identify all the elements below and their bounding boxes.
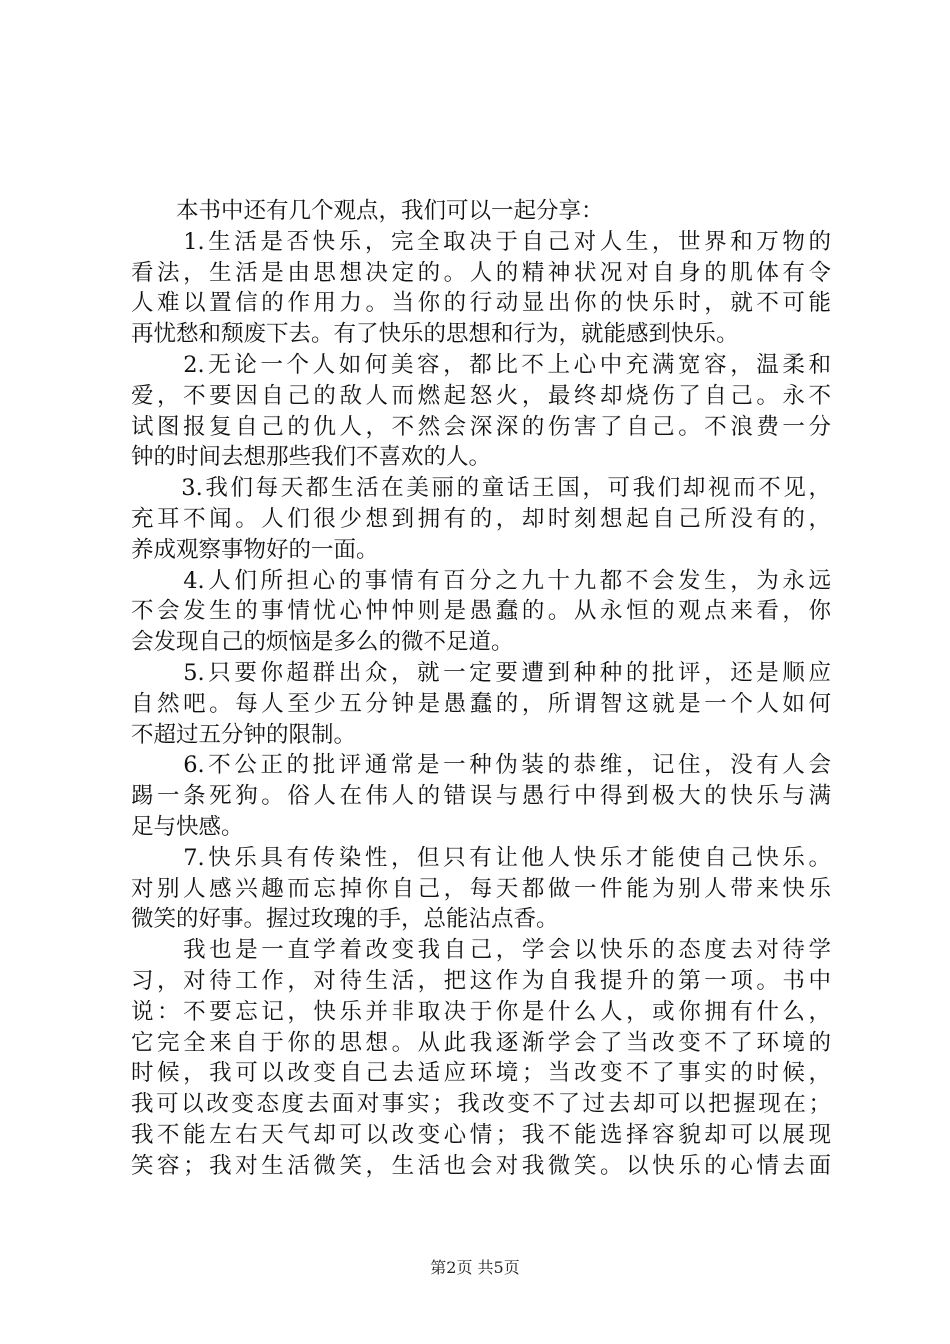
text-line: 不会发生的事情忧心忡忡则是愚蠢的。从永恒的观点来看，你 xyxy=(131,598,831,625)
text-line: 踢一条死狗。俗人在伟人的错误与愚行中得到极大的快乐与满 xyxy=(131,783,831,810)
text-line: 我也是一直学着改变我自己，学会以快乐的态度去对待学 xyxy=(131,937,831,964)
text-line: 足与快感。 xyxy=(131,813,244,840)
text-line: 养成观察事物好的一面。 xyxy=(131,536,379,563)
text-line: 3.我们每天都生活在美丽的童话王国，可我们却视而不见， xyxy=(131,475,831,502)
text-line: 钟的时间去想那些我们不喜欢的人。 xyxy=(131,444,492,471)
text-line: 说：不要忘记，快乐并非取决于你是什么人，或你拥有什么， xyxy=(131,998,831,1025)
text-line: 本书中还有几个观点，我们可以一起分享： xyxy=(131,198,604,224)
text-line: 它完全来自于你的思想。从此我逐渐学会了当改变不了环境的 xyxy=(131,1029,831,1056)
text-line: 对别人感兴趣而忘掉你自己，每天都做一件能为别人带来快乐 xyxy=(131,875,831,902)
text-line: 微笑的好事。握过玫瑰的手，总能沾点香。 xyxy=(131,906,559,933)
text-line: 1.生活是否快乐，完全取决于自己对人生，世界和万物的 xyxy=(131,228,831,255)
text-line: 我可以改变态度去面对事实；我改变不了过去却可以把握现在； xyxy=(131,1091,831,1118)
text-line: 会发现自己的烦恼是多么的微不足道。 xyxy=(131,629,514,656)
body-text xyxy=(131,196,831,1182)
text-line: 再忧愁和颓废下去。有了快乐的思想和行为，就能感到快乐。 xyxy=(131,321,739,348)
text-line: 不超过五分钟的限制。 xyxy=(131,721,357,748)
text-line: 试图报复自己的仇人，不然会深深的伤害了自己。不浪费一分 xyxy=(131,413,831,440)
text-line: 时候，我可以改变自己去适应环境；当改变不了事实的时候， xyxy=(131,1060,831,1087)
text-line: 自然吧。每人至少五分钟是愚蠢的，所谓智这就是一个人如何 xyxy=(131,690,831,717)
text-line: 笑容；我对生活微笑，生活也会对我微笑。以快乐的心情去面 xyxy=(131,1152,831,1179)
text-line: 人难以置信的作用力。当你的行动显出你的快乐时，就不可能 xyxy=(131,290,831,317)
text-line: 习，对待工作，对待生活，把这作为自我提升的第一项。书中 xyxy=(131,967,831,994)
text-line: 2.无论一个人如何美容，都比不上心中充满宽容，温柔和 xyxy=(131,351,831,378)
page-footer: 第2页 共5页 xyxy=(430,1258,520,1277)
text-line: 充耳不闻。人们很少想到拥有的，却时刻想起自己所没有的， xyxy=(131,505,831,532)
text-line: 看法，生活是由思想决定的。人的精神状况对自身的肌体有令 xyxy=(131,259,831,286)
text-line: 7.快乐具有传染性，但只有让他人快乐才能使自己快乐。 xyxy=(131,844,831,871)
text-line: 爱，不要因自己的敌人而燃起怒火，最终却烧伤了自己。永不 xyxy=(131,382,831,409)
text-line: 5.只要你超群出众，就一定要遭到种种的批评，还是顺应 xyxy=(131,659,831,686)
text-line: 6.不公正的批评通常是一种伪装的恭维，记住，没有人会 xyxy=(131,752,831,779)
text-line: 4.人们所担心的事情有百分之九十九都不会发生，为永远 xyxy=(131,567,831,594)
text-line: 我不能左右天气却可以改变心情；我不能选择容貌却可以展现 xyxy=(131,1121,831,1148)
